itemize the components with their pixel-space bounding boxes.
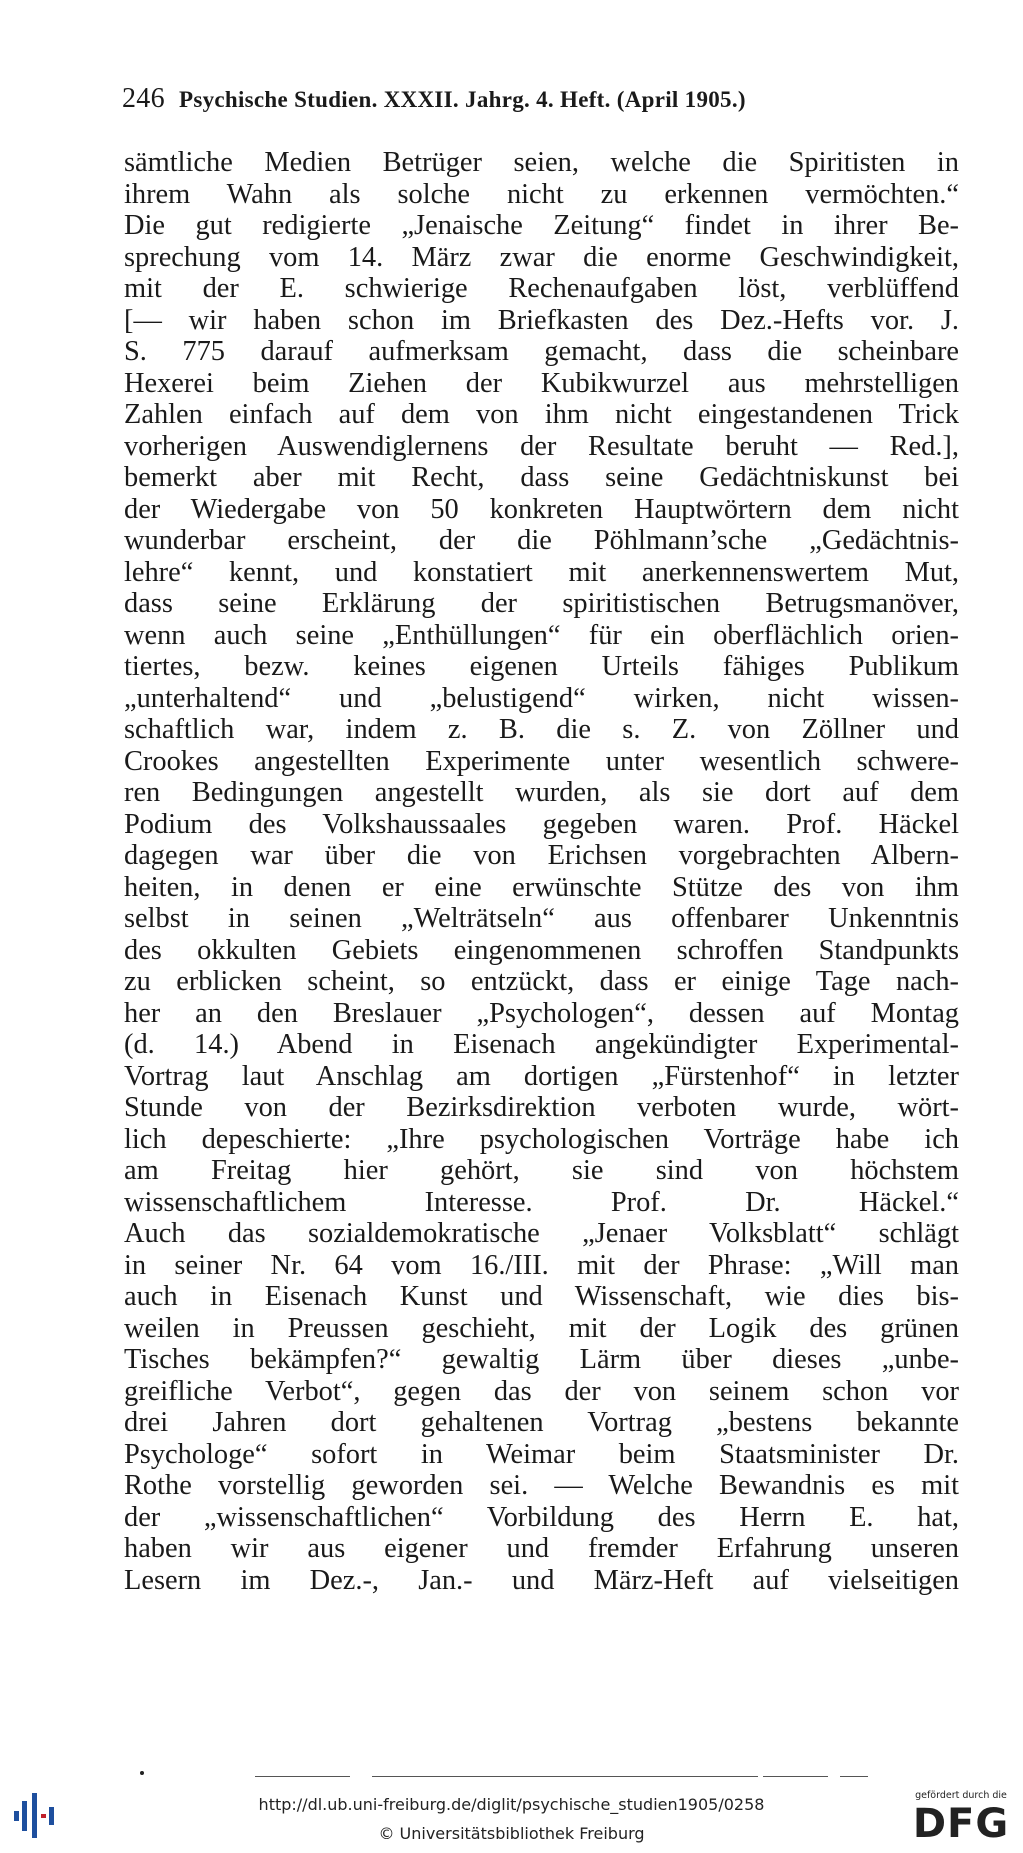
dfg-tagline: gefördert durch die (915, 1790, 1007, 1801)
footer-rule-segment (840, 1776, 868, 1777)
text-line: dagegen war über die von Erichsen vorgebrachten Albern- (124, 840, 959, 871)
text-line: „unterhaltend“ und „belustigend“ wirken, nicht wissen- (124, 682, 959, 714)
text-line: Die gut redigierte „Jenaische Zeitung“ findet in ihrer Be- (124, 210, 959, 241)
text-line: her an den Breslauer „Psychologen“, dessen auf Montag (124, 997, 959, 1029)
text-line: mit der E. schwierige Rechenaufgaben löst, verblüffend (124, 273, 959, 304)
text-line: lich depeschierte: „Ihre psychologischen Vorträge habe ich (124, 1123, 959, 1155)
text-line: Vortrag laut Anschlag am dortigen „Fürstenhof“ in letzter (124, 1060, 959, 1092)
text-line: dass seine Erklärung der spiritistischen Betrugsmanöver, (124, 588, 959, 619)
text-line: greifliche Verbot“, gegen das der von seinem schon vor (124, 1375, 959, 1407)
text-line: in seiner Nr. 64 vom 16./III. mit der Phrase: „Will man (124, 1249, 959, 1281)
text-line: Hexerei beim Ziehen der Kubikwurzel aus mehrstelligen (124, 367, 959, 399)
running-header (122, 83, 902, 115)
text-line: der Wiedergabe von 50 konkreten Hauptwörtern dem nicht (124, 493, 959, 525)
text-line: schaftlich war, indem z. B. die s. Z. von Zöllner und (124, 714, 959, 745)
stray-dot (140, 1771, 144, 1775)
page-number: 246 (122, 83, 165, 114)
text-line: am Freitag hier gehört, sie sind von höchstem (124, 1155, 959, 1186)
text-line: bemerkt aber mit Recht, dass seine Gedächtniskunst bei (124, 462, 959, 493)
copyright-notice: © Universitätsbibliothek Freiburg (378, 1824, 645, 1843)
text-line: haben wir aus eigener und fremder Erfahrung unseren (124, 1533, 959, 1564)
text-line: ihrem Wahn als solche nicht zu erkennen vermöchten.“ (124, 178, 959, 210)
text-line: weilen in Preussen geschieht, mit der Logik des grünen (124, 1312, 959, 1344)
text-line: zu erblicken scheint, so entzückt, dass er einige Tage nach- (124, 966, 959, 997)
text-line: Lesern im Dez.-, Jan.- und März-Heft auf vielseitigen (124, 1564, 959, 1596)
footer-rule-segment (255, 1776, 350, 1777)
text-line: drei Jahren dort gehaltenen Vortrag „bestens bekannte (124, 1407, 959, 1438)
text-line: [— wir haben schon im Briefkasten des Dez.-Hefts vor. J. (124, 304, 959, 336)
source-url-link[interactable]: http://dl.ub.uni-freiburg.de/diglit/psychische_studien1905/0258 (258, 1795, 765, 1814)
running-title: Psychische Studien. XXXII. Jahrg. 4. Heft. (April 1905.) (178, 87, 746, 112)
body-text (124, 147, 959, 1596)
text-line: der „wissenschaftlichen“ Vorbildung des Herrn E. hat, (124, 1501, 959, 1533)
text-line: wenn auch seine „Enthüllungen“ für ein oberflächlich orien- (124, 619, 959, 651)
footer-rule-segment (372, 1776, 758, 1777)
text-line: Rothe vorstellig geworden sei. — Welche Bewandnis es mit (124, 1470, 959, 1501)
text-line: lehre“ kennt, und konstatiert mit anerkennenswertem Mut, (124, 556, 959, 588)
text-line: selbst in seinen „Welträtseln“ aus offenbarer Unkenntnis (124, 903, 959, 934)
text-line: Crookes angestellten Experimente unter wesentlich schwere- (124, 745, 959, 777)
text-line: vorherigen Auswendiglernens der Resultate beruht — Red.], (124, 430, 959, 462)
text-line: Stunde von der Bezirksdirektion verboten wurde, wört- (124, 1092, 959, 1123)
text-line: Tisches bekämpfen?“ gewaltig Lärm über dieses „unbe- (124, 1344, 959, 1375)
text-line: S. 775 darauf aufmerksam gemacht, dass die scheinbare (124, 336, 959, 367)
text-line: des okkulten Gebiets eingenommenen schroffen Standpunkts (124, 934, 959, 966)
text-line: tiertes, bezw. keines eigenen Urteils fähiges Publikum (124, 651, 959, 682)
text-line: sämtliche Medien Betrüger seien, welche die Spiritisten in (124, 147, 959, 178)
text-line: ren Bedingungen angestellt wurden, als sie dort auf dem (124, 777, 959, 808)
text-line: (d. 14.) Abend in Eisenach angekündigter Experimental- (124, 1029, 959, 1060)
footer-rule-segment (763, 1776, 828, 1777)
text-line: heiten, in denen er eine erwünschte Stütze des von ihm (124, 871, 959, 903)
text-line: wunderbar erscheint, der die Pöhlmann’sche „Gedächtnis- (124, 525, 959, 556)
text-line: Zahlen einfach auf dem von ihm nicht eingestandenen Trick (124, 399, 959, 430)
dfg-logo-icon: DFG (912, 1801, 1010, 1847)
text-line: auch in Eisenach Kunst und Wissenschaft, wie dies bis- (124, 1281, 959, 1312)
text-line: Podium des Volkshaussaales gegeben waren. Prof. Häckel (124, 808, 959, 840)
text-line: sprechung vom 14. März zwar die enorme Geschwindigkeit, (124, 241, 959, 273)
text-line: Psychologe“ sofort in Weimar beim Staatsminister Dr. (124, 1438, 959, 1470)
text-line: Auch das sozialdemokratische „Jenaer Volksblatt“ schlägt (124, 1218, 959, 1249)
text-line: wissenschaftlichem Interesse. Prof. Dr. Häckel.“ (124, 1186, 959, 1218)
